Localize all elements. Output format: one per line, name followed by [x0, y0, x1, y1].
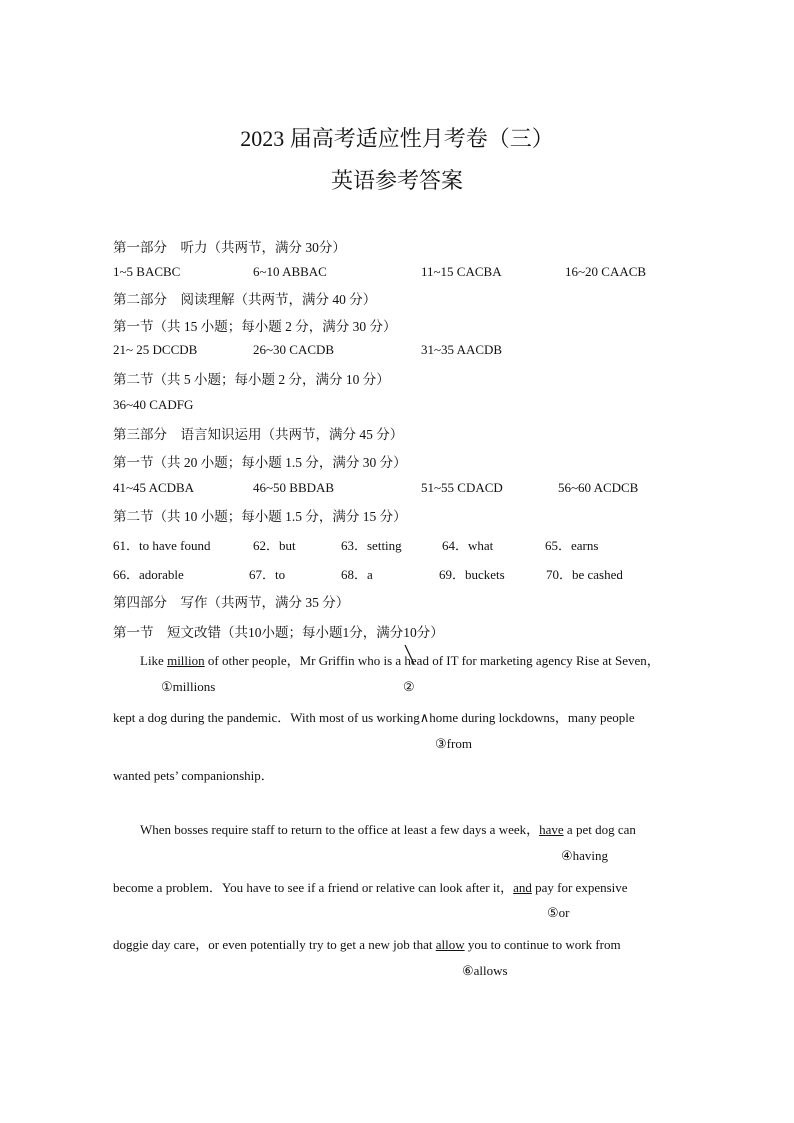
cloze-answer: 66．adorable [113, 567, 184, 582]
part4-section1-heading: 第一节 短文改错（共10小题；每小题1分，满分10分） [113, 625, 444, 640]
part3-section1-heading: 第一节（共 20 小题；每小题 1.5 分，满分 30 分） [113, 455, 407, 470]
passage-line [113, 877, 628, 896]
text-segment: a pet dog can [563, 822, 636, 837]
answer-group: 41~45 ACDBA [113, 480, 195, 495]
part2-section2-heading: 第二节（共 5 小题；每小题 2 分，满分 10 分） [113, 372, 390, 387]
text-segment: you to continue to work from [464, 937, 621, 952]
text-segment: When bosses require staff to return to the office at least a few days a week， [140, 822, 540, 837]
passage-line: wanted pets’ companionship． [113, 768, 274, 783]
correction-note: ④having [561, 848, 609, 863]
answer-group: 46~50 BBDAB [253, 480, 335, 495]
cloze-answer: 64．what [442, 538, 494, 553]
text-segment: of other people，Mr Griffin who is a head of IT for marketing agency Rise at Seven， [204, 653, 660, 668]
passage-line [113, 934, 621, 953]
error-word: and [513, 880, 532, 895]
page-subtitle: 英语参考答案 [330, 168, 463, 193]
cloze-answer: 70．be cashed [546, 567, 623, 582]
answer-group: 31~35 AACDB [421, 342, 503, 357]
answer-group: 16~20 CAACB [565, 264, 647, 279]
part4-heading: 第四部分 写作（共两节，满分 35 分） [113, 595, 350, 610]
text-segment: become a problem．You have to see if a friend or relative can look after it， [113, 880, 514, 895]
correction-note: ⑤or [547, 905, 570, 920]
page-title: 2023 届高考适应性月考卷（三） [240, 126, 554, 151]
answer-group: 1~5 BACBC [113, 264, 181, 279]
error-word: allow [435, 937, 465, 952]
cloze-answer: 63．setting [341, 538, 402, 553]
correction-note: ⑥allows [462, 963, 508, 978]
text-segment: Like [140, 653, 168, 668]
cloze-answer: 61．to have found [113, 538, 211, 553]
part1-heading: 第一部分 听力（共两节，满分 30分） [113, 240, 346, 255]
answer-group: 51~55 CDACD [421, 480, 503, 495]
answer-group: 21~ 25 DCCDB [113, 342, 198, 357]
cloze-answer: 65．earns [545, 538, 599, 553]
part2-section1-heading: 第一节（共 15 小题；每小题 2 分，满分 30 分） [113, 319, 397, 334]
answer-group: 26~30 CACDB [253, 342, 335, 357]
part3-heading: 第三部分 语言知识运用（共两节，满分 45 分） [113, 427, 404, 442]
correction-note: ② [403, 679, 415, 694]
cloze-answer: 67．to [249, 567, 286, 582]
cloze-answer: 68．a [341, 567, 373, 582]
correction-note: ①millions [161, 679, 216, 694]
answer-group: 56~60 ACDCB [558, 480, 639, 495]
text-segment: pay for expensive [531, 880, 628, 895]
error-word: million [167, 653, 205, 668]
correction-note: ③from [435, 736, 472, 751]
passage-line: kept a dog during the pandemic．With most of us working∧home during lockdowns，many people [113, 710, 635, 725]
part3-section2-heading: 第二节（共 10 小题；每小题 1.5 分，满分 15 分） [113, 509, 407, 524]
cloze-answer: 62．but [253, 538, 296, 553]
answer-group: 36~40 CADFG [113, 397, 194, 412]
answer-group: 6~10 ABBAC [253, 264, 327, 279]
deletion-mark-icon [404, 644, 416, 666]
answer-group: 11~15 CACBA [421, 264, 502, 279]
passage-line [140, 819, 636, 838]
part2-heading: 第二部分 阅读理解（共两节，满分 40 分） [113, 292, 377, 307]
cloze-answer: 69．buckets [439, 567, 505, 582]
error-word: have [539, 822, 564, 837]
text-segment: doggie day care，or even potentially try to get a new job that [113, 937, 436, 952]
passage-line [140, 650, 660, 669]
